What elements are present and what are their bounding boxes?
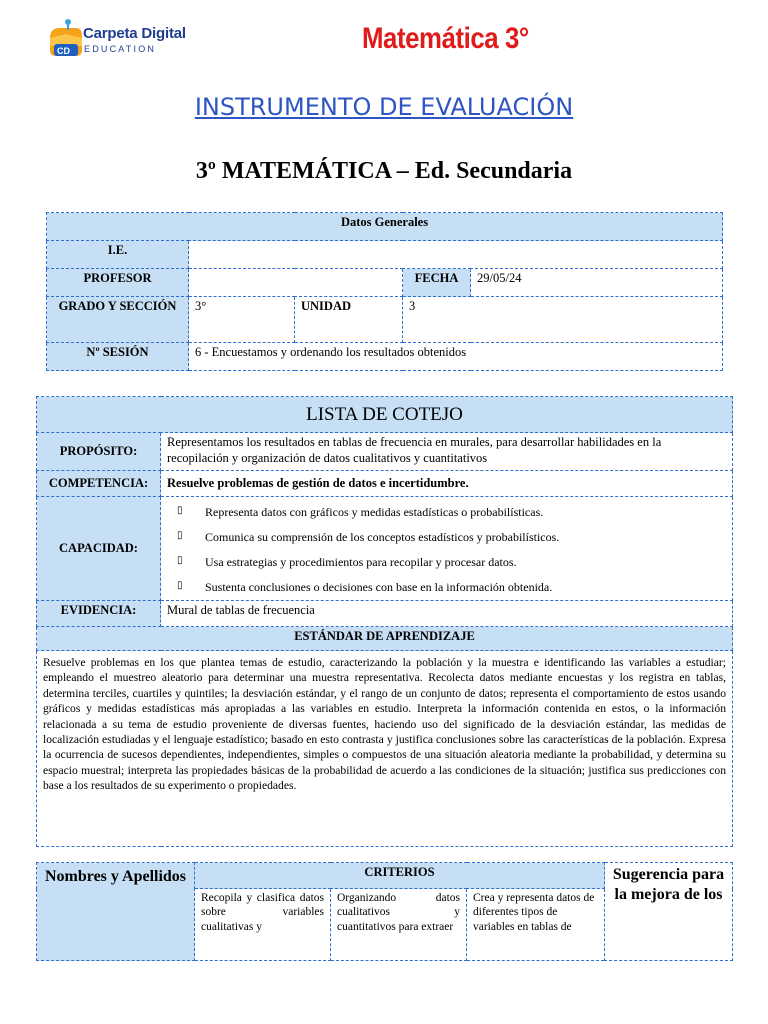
unidad-value: 3 — [403, 297, 723, 343]
subject-title: Matemática 3° — [362, 22, 529, 55]
criterio-3: Crea y representa datos de diferentes tipos de variables en tablas de — [467, 889, 605, 961]
capacidad-label: CAPACIDAD: — [37, 497, 161, 601]
list-item: ▯ Sustenta conclusiones o decisiones con base en la información obtenida. — [177, 580, 553, 594]
logo-title: Carpeta Digital — [83, 25, 186, 42]
ie-label: I.E. — [47, 241, 189, 269]
general-data-heading: Datos Generales — [47, 213, 723, 241]
bullet-icon: ▯ — [177, 530, 183, 541]
capacidad-list — [161, 497, 733, 601]
criterio-2: Organizando datos cualitativos y cuantitativos para extraer — [331, 889, 467, 961]
proposito-label: PROPÓSITO: — [37, 433, 161, 471]
competencia-value: Resuelve problemas de gestión de datos e incertidumbre. — [161, 471, 733, 497]
grado-label: GRADO Y SECCIÓN — [47, 297, 189, 343]
checklist-table — [36, 396, 733, 847]
list-item: ▯ Comunica su comprensión de los conceptos estadísticos y probabilísticos. — [177, 530, 560, 544]
logo — [46, 16, 186, 60]
evidencia-label: EVIDENCIA: — [37, 601, 161, 627]
checklist-heading: LISTA DE COTEJO — [37, 397, 733, 433]
general-data-table — [46, 212, 723, 371]
list-item: ▯ Usa estrategias y procedimientos para recopilar y procesar datos. — [177, 555, 517, 569]
bullet-icon: ▯ — [177, 505, 183, 516]
sesion-label: Nº SESIÓN — [47, 343, 189, 371]
grado-value: 3° — [189, 297, 295, 343]
fecha-value: 29/05/24 — [471, 269, 723, 297]
bullet-icon: ▯ — [177, 555, 183, 566]
proposito-value: Representamos los resultados en tablas de frecuencia en murales, para desarrollar habilidades en la recopilación y organización de datos cualitativos y cuantitativos — [161, 433, 733, 471]
svg-text:CD: CD — [57, 46, 70, 56]
unidad-label: UNIDAD — [295, 297, 403, 343]
estandar-text: Resuelve problemas en los que plantea temas de estudio, caracterizando la población y la muestra e identificando las variables a estudiar; empleando el muestreo aleatorio para determinar una muestra representativa. Recolecta datos mediante encuestas y los registra en tablas, determina terciles, cuartiles y quintiles; la desviación estándar, y el rango de un conjunto de datos; representa el comportamiento de estos usando gráficos y medidas estadísticas más apropiadas a las variables en estudio. Interpreta la información contenida en estos, o la información relacionada a su tema de estudio proveniente de diversas fuentes, haciendo uso del significado de la desviación estándar, las medidas de localización estudiadas y el lenguaje estadístico; basado en esto contrasta y justifica conclusiones sobre las características de la población. Expresa la ocurrencia de sucesos dependientes, independientes, simples o compuestos de una situación aleatoria mediante la probabilidad, y determina su espacio muestral; interpreta las propiedades básicas de la probabilidad de acuerdo a las condiciones de la situación; justifica sus predicciones con base a los resultados de su experimento o propiedades. — [37, 651, 733, 847]
ie-value — [189, 241, 723, 269]
evidencia-value: Mural de tablas de frecuencia — [161, 601, 733, 627]
competencia-label: COMPETENCIA: — [37, 471, 161, 497]
list-item: ▯ Representa datos con gráficos y medidas estadísticas o probabilísticas. — [177, 505, 544, 519]
logo-subtitle: EDUCATION — [84, 44, 157, 54]
estandar-heading: ESTÁNDAR DE APRENDIZAJE — [37, 627, 733, 651]
document-subtitle: 3º MATEMÁTICA – Ed. Secundaria — [195, 158, 573, 184]
bullet-icon: ▯ — [177, 580, 183, 591]
nombres-header: Nombres y Apellidos — [37, 863, 195, 961]
criterio-1: Recopila y clasifica datos sobre variables cualitativas y — [195, 889, 331, 961]
sesion-value: 6 - Encuestamos y ordenando los resultados obtenidos — [189, 343, 723, 371]
sugerencia-header: Sugerencia para la mejora de los — [605, 863, 733, 961]
fecha-label: FECHA — [403, 269, 471, 297]
document-title: INSTRUMENTO DE EVALUACIÓN — [194, 93, 574, 121]
logo-icon — [46, 16, 84, 60]
evaluation-table — [36, 862, 733, 961]
profesor-value — [189, 269, 403, 297]
profesor-label: PROFESOR — [47, 269, 189, 297]
criterios-header: CRITERIOS — [195, 863, 605, 889]
